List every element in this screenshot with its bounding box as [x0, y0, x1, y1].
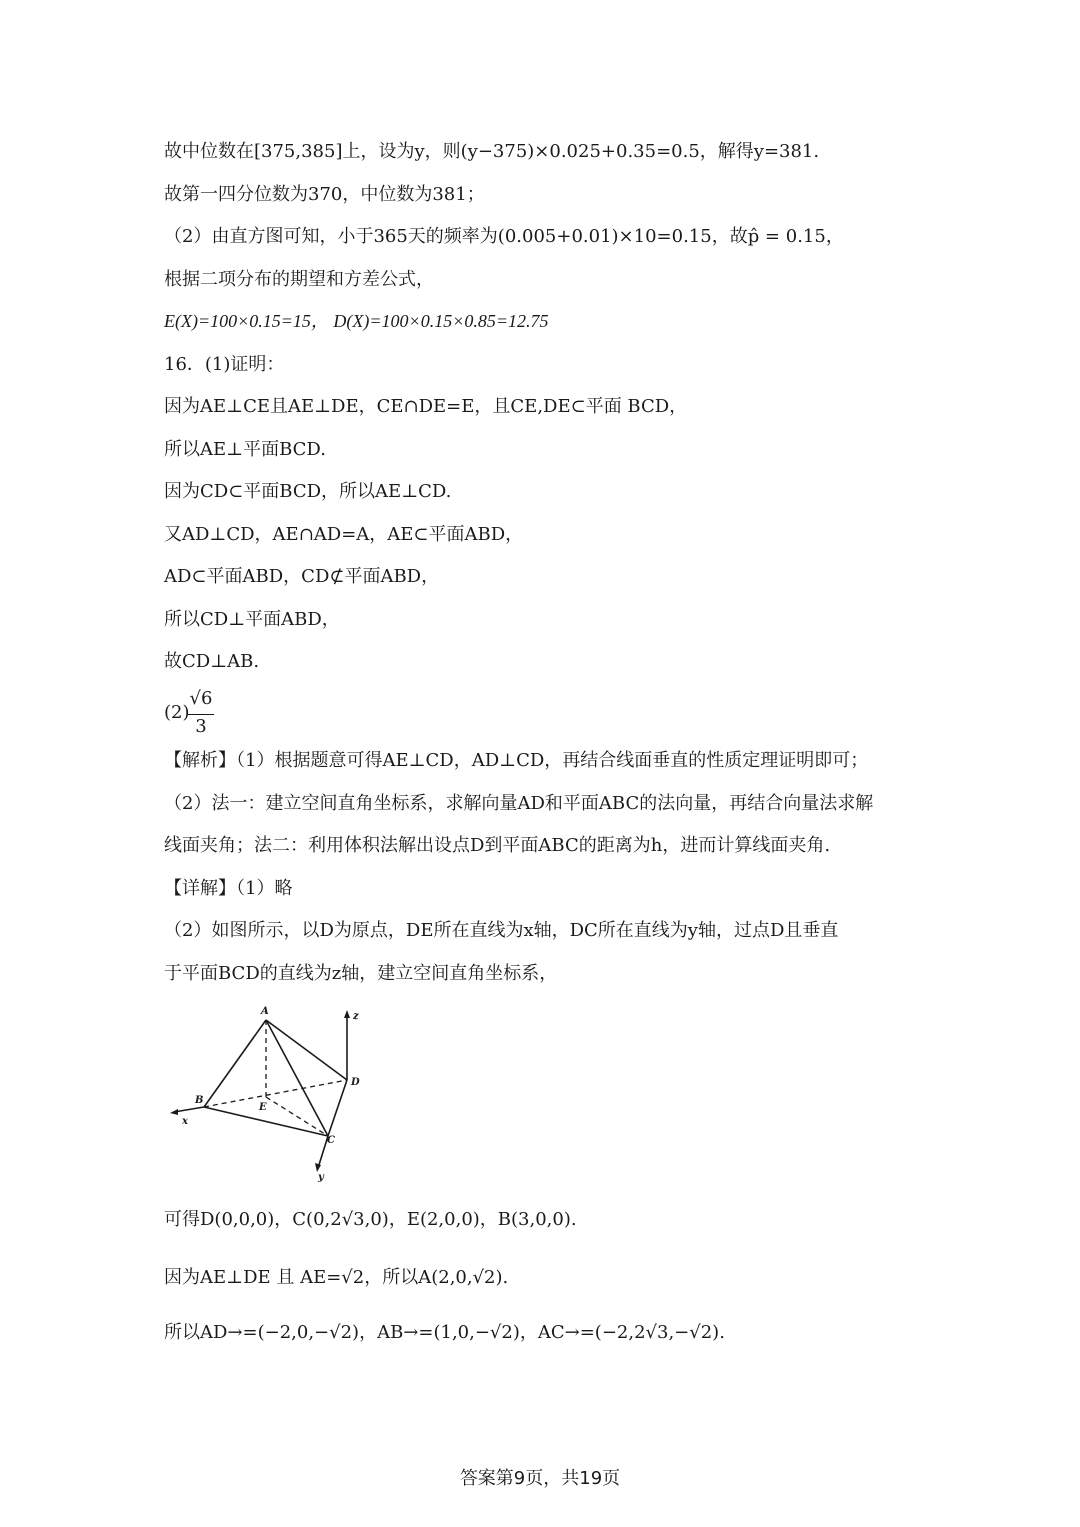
fraction-numerator: √6 — [189, 688, 213, 709]
fraction-denominator: 3 — [195, 716, 207, 737]
label-b: B — [195, 1095, 204, 1106]
line-1: 故中位数在[375,385]上，设为y，则(y−375)×0.025+0.35=0.5，解得y=381. — [164, 141, 820, 162]
after-line-3: 所以AD→=(−2,0,−√2)，AB→=(1,0,−√2)，AC→=(−2,2√3,−√2). — [164, 1322, 725, 1343]
line-2: 故第一四分位数为370，中位数为381； — [164, 184, 485, 205]
tetrahedron-figure — [160, 1000, 380, 1185]
y-arrow-icon — [315, 1163, 321, 1172]
page-footer: 答案第9页，共19页 — [459, 1468, 621, 1489]
line-5: E(X)=100×0.15=15， D(X)=100×0.15×0.85=12.75 — [164, 311, 549, 331]
edge-ec-dashed — [266, 1097, 328, 1136]
label-d: D — [351, 1077, 360, 1088]
x-arrow-icon — [170, 1109, 178, 1115]
line-13: 故CD⊥AB. — [164, 651, 260, 672]
analysis-line-1: 【解析】（1）根据题意可得AE⊥CD，AD⊥CD，再结合线面垂直的性质定理证明即可； — [164, 750, 869, 771]
after-line-2: 因为AE⊥DE 且 AE=√2，所以A(2,0,√2). — [164, 1267, 509, 1288]
analysis-line-4: 【详解】（1）略 — [164, 878, 293, 899]
line-3: （2）由直方图可知，小于365天的频率为(0.005+0.01)×10=0.15，故p̂ = 0.15， — [164, 226, 844, 247]
line-7: 因为AE⊥CE且AE⊥DE，CE∩DE=E，且CE,DE⊂平面 BCD， — [164, 396, 688, 417]
analysis-line-5: （2）如图所示，以D为原点，DE所在直线为x轴，DC所在直线为y轴，过点D且垂直 — [164, 920, 839, 941]
x-axis — [174, 1107, 204, 1112]
fraction-bar — [188, 714, 214, 715]
after-line-1: 可得D(0,0,0)，C(0,2√3,0)，E(2,0,0)，B(3,0,0). — [164, 1209, 577, 1230]
label-c: C — [327, 1135, 335, 1146]
line-11: AD⊂平面ABD，CD⊄平面ABD， — [164, 566, 440, 587]
line-6: 16．(1)证明： — [164, 354, 285, 375]
edge-cd — [328, 1080, 347, 1136]
line-4: 根据二项分布的期望和方差公式， — [164, 269, 434, 290]
edge-ad — [266, 1020, 347, 1080]
edge-ab — [204, 1020, 266, 1107]
edge-ac — [266, 1020, 328, 1136]
label-z: z — [353, 1011, 359, 1022]
label-x: x — [182, 1116, 188, 1127]
analysis-line-3: 线面夹角；法二：利用体积法解出设点D到平面ABC的距离为h，进而计算线面夹角. — [164, 835, 831, 856]
line-9: 因为CD⊂平面BCD，所以AE⊥CD. — [164, 481, 452, 502]
label-e: E — [259, 1102, 267, 1113]
line-8: 所以AE⊥平面BCD. — [164, 439, 326, 460]
line-12: 所以CD⊥平面ABD， — [164, 609, 340, 630]
label-y: y — [318, 1172, 324, 1183]
z-arrow-icon — [344, 1010, 350, 1018]
answer-prefix: (2) — [164, 702, 190, 723]
analysis-line-6: 于平面BCD的直线为z轴，建立空间直角坐标系， — [164, 963, 558, 984]
line-10: 又AD⊥CD，AE∩AD=A，AE⊂平面ABD， — [164, 524, 524, 545]
analysis-line-2: （2）法一：建立空间直角坐标系，求解向量AD和平面ABC的法向量，再结合向量法求解 — [164, 793, 874, 814]
answer-fraction — [164, 688, 244, 740]
label-a: A — [261, 1006, 269, 1017]
